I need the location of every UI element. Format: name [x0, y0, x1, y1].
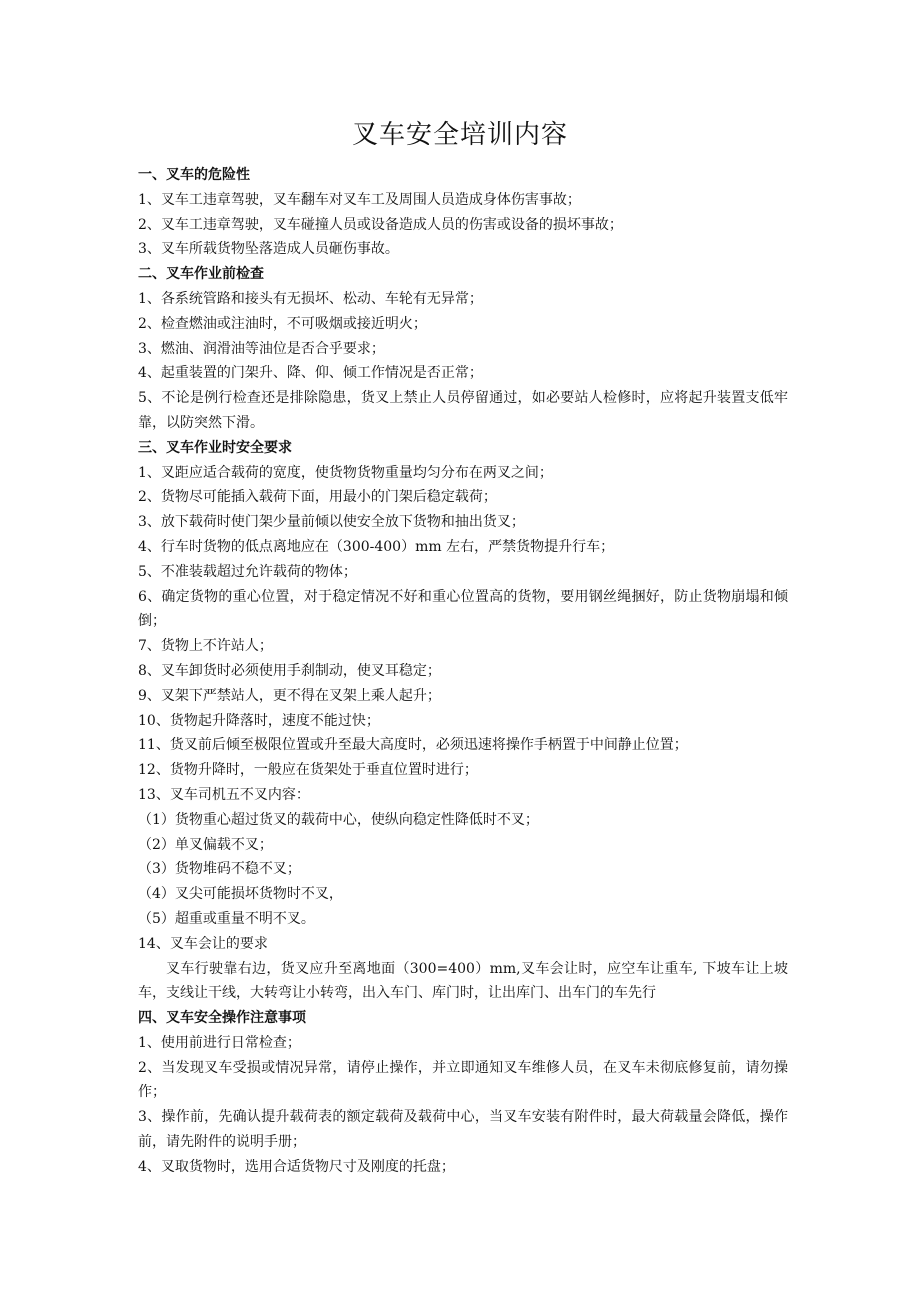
sub-list-item: （3）货物堆码不稳不叉；	[138, 861, 301, 878]
list-item: 12、货物升降时，一般应在货架处于垂直位置时进行；	[138, 762, 478, 779]
list-item: 14、叉车会让的要求	[138, 935, 268, 952]
list-item: 5、不准装载超过允许载荷的物体；	[138, 563, 357, 580]
list-item: 13、叉车司机五不叉内容：	[138, 786, 310, 803]
section-heading: 四、叉车安全操作注意事项	[138, 1010, 306, 1027]
list-item: 2、检查燃油或注油时，不可吸烟或接近明火；	[138, 315, 427, 332]
list-item: 4、行车时货物的低点离地应在（300-400）mm 左右，严禁货物提升行车；	[138, 538, 615, 555]
list-item: 4、起重装置的门架升、降、仰、倾工作情况是否正常；	[138, 365, 483, 382]
list-item: 1、叉距应适合载荷的宽度，使货物货物重量均匀分布在两叉之间；	[138, 464, 553, 481]
list-item: 3、燃油、润滑油等油位是否合乎要求；	[138, 340, 385, 357]
list-item: 9、叉架下严禁站人，更不得在叉架上乘人起升；	[138, 687, 441, 704]
list-item: 7、货物上不许站人；	[138, 638, 273, 655]
list-item: 4、叉取货物时，选用合适货物尺寸及刚度的托盘；	[138, 1158, 455, 1175]
list-item: 8、叉车卸货时必须使用手刹制动，使叉耳稳定；	[138, 662, 441, 679]
list-item: 2、叉车工违章驾驶，叉车碰撞人员或设备造成人员的伤害或设备的损坏事故；	[138, 216, 623, 233]
document-body	[138, 163, 788, 1180]
list-item: 2、货物尽可能插入载荷下面，用最小的门架后稳定载荷；	[138, 489, 497, 506]
list-item: 11、货叉前后倾至极限位置或升至最大高度时，必须迅速将操作手柄置于中间静止位置；	[138, 737, 688, 754]
list-item: 3、叉车所载货物坠落造成人员砸伤事故。	[138, 241, 399, 258]
list-item: 1、叉车工违章驾驶，叉车翻车对叉车工及周围人员造成身体伤害事故；	[138, 191, 581, 208]
section-heading: 二、叉车作业前检查	[138, 266, 264, 283]
list-item: 1、使用前进行日常检查；	[138, 1034, 301, 1051]
list-item: 3、放下载荷时使门架少量前倾以使安全放下货物和抽出货叉；	[138, 514, 525, 531]
list-item: 3、操作前，先确认提升载荷表的额定载荷及载荷中心，当叉车安装有附件时，最大荷载量会降低，操作前，请先附件的说明手册；	[138, 1109, 788, 1151]
sub-list-item: （1）货物重心超过货叉的载荷中心，使纵向稳定性降低时不叉；	[138, 811, 539, 828]
list-item: 1、各系统管路和接头有无损坏、松动、车轮有无异常；	[138, 290, 483, 307]
paragraph: 叉车行驶靠右边，货叉应升至离地面（300=400）mm,叉车会让时，应空车让重车, 下坡车让上坡车，支线让干线，大转弯让小转弯，出入车门、库门时，让出库门、出车门的车先行	[138, 960, 788, 1002]
section-heading: 三、叉车作业时安全要求	[138, 439, 292, 456]
list-item: 5、不论是例行检查还是排除隐患，货叉上禁止人员停留通过，如必要站人检修时，应将起升装置支低牢靠，以防突然下滑。	[138, 390, 788, 431]
list-item: 10、货物起升降落时，速度不能过快；	[138, 712, 380, 729]
list-item: 6、确定货物的重心位置，对于稳定情况不好和重心位置高的货物，要用钢丝绳捆好，防止货物崩塌和倾倒；	[138, 588, 788, 630]
sub-list-item: （5）超重或重量不明不叉。	[138, 910, 315, 927]
sub-list-item: （2）单叉偏载不叉；	[138, 836, 273, 853]
section-heading: 一、叉车的危险性	[138, 167, 250, 183]
list-item: 2、当发现叉车受损或情况异常，请停止操作，并立即通知叉车维修人员，在叉车未彻底修复前，请勿操作；	[138, 1059, 788, 1101]
sub-list-item: （4）叉尖可能损坏货物时不叉，	[138, 886, 343, 903]
document-title: 叉车安全培训内容	[351, 120, 568, 150]
